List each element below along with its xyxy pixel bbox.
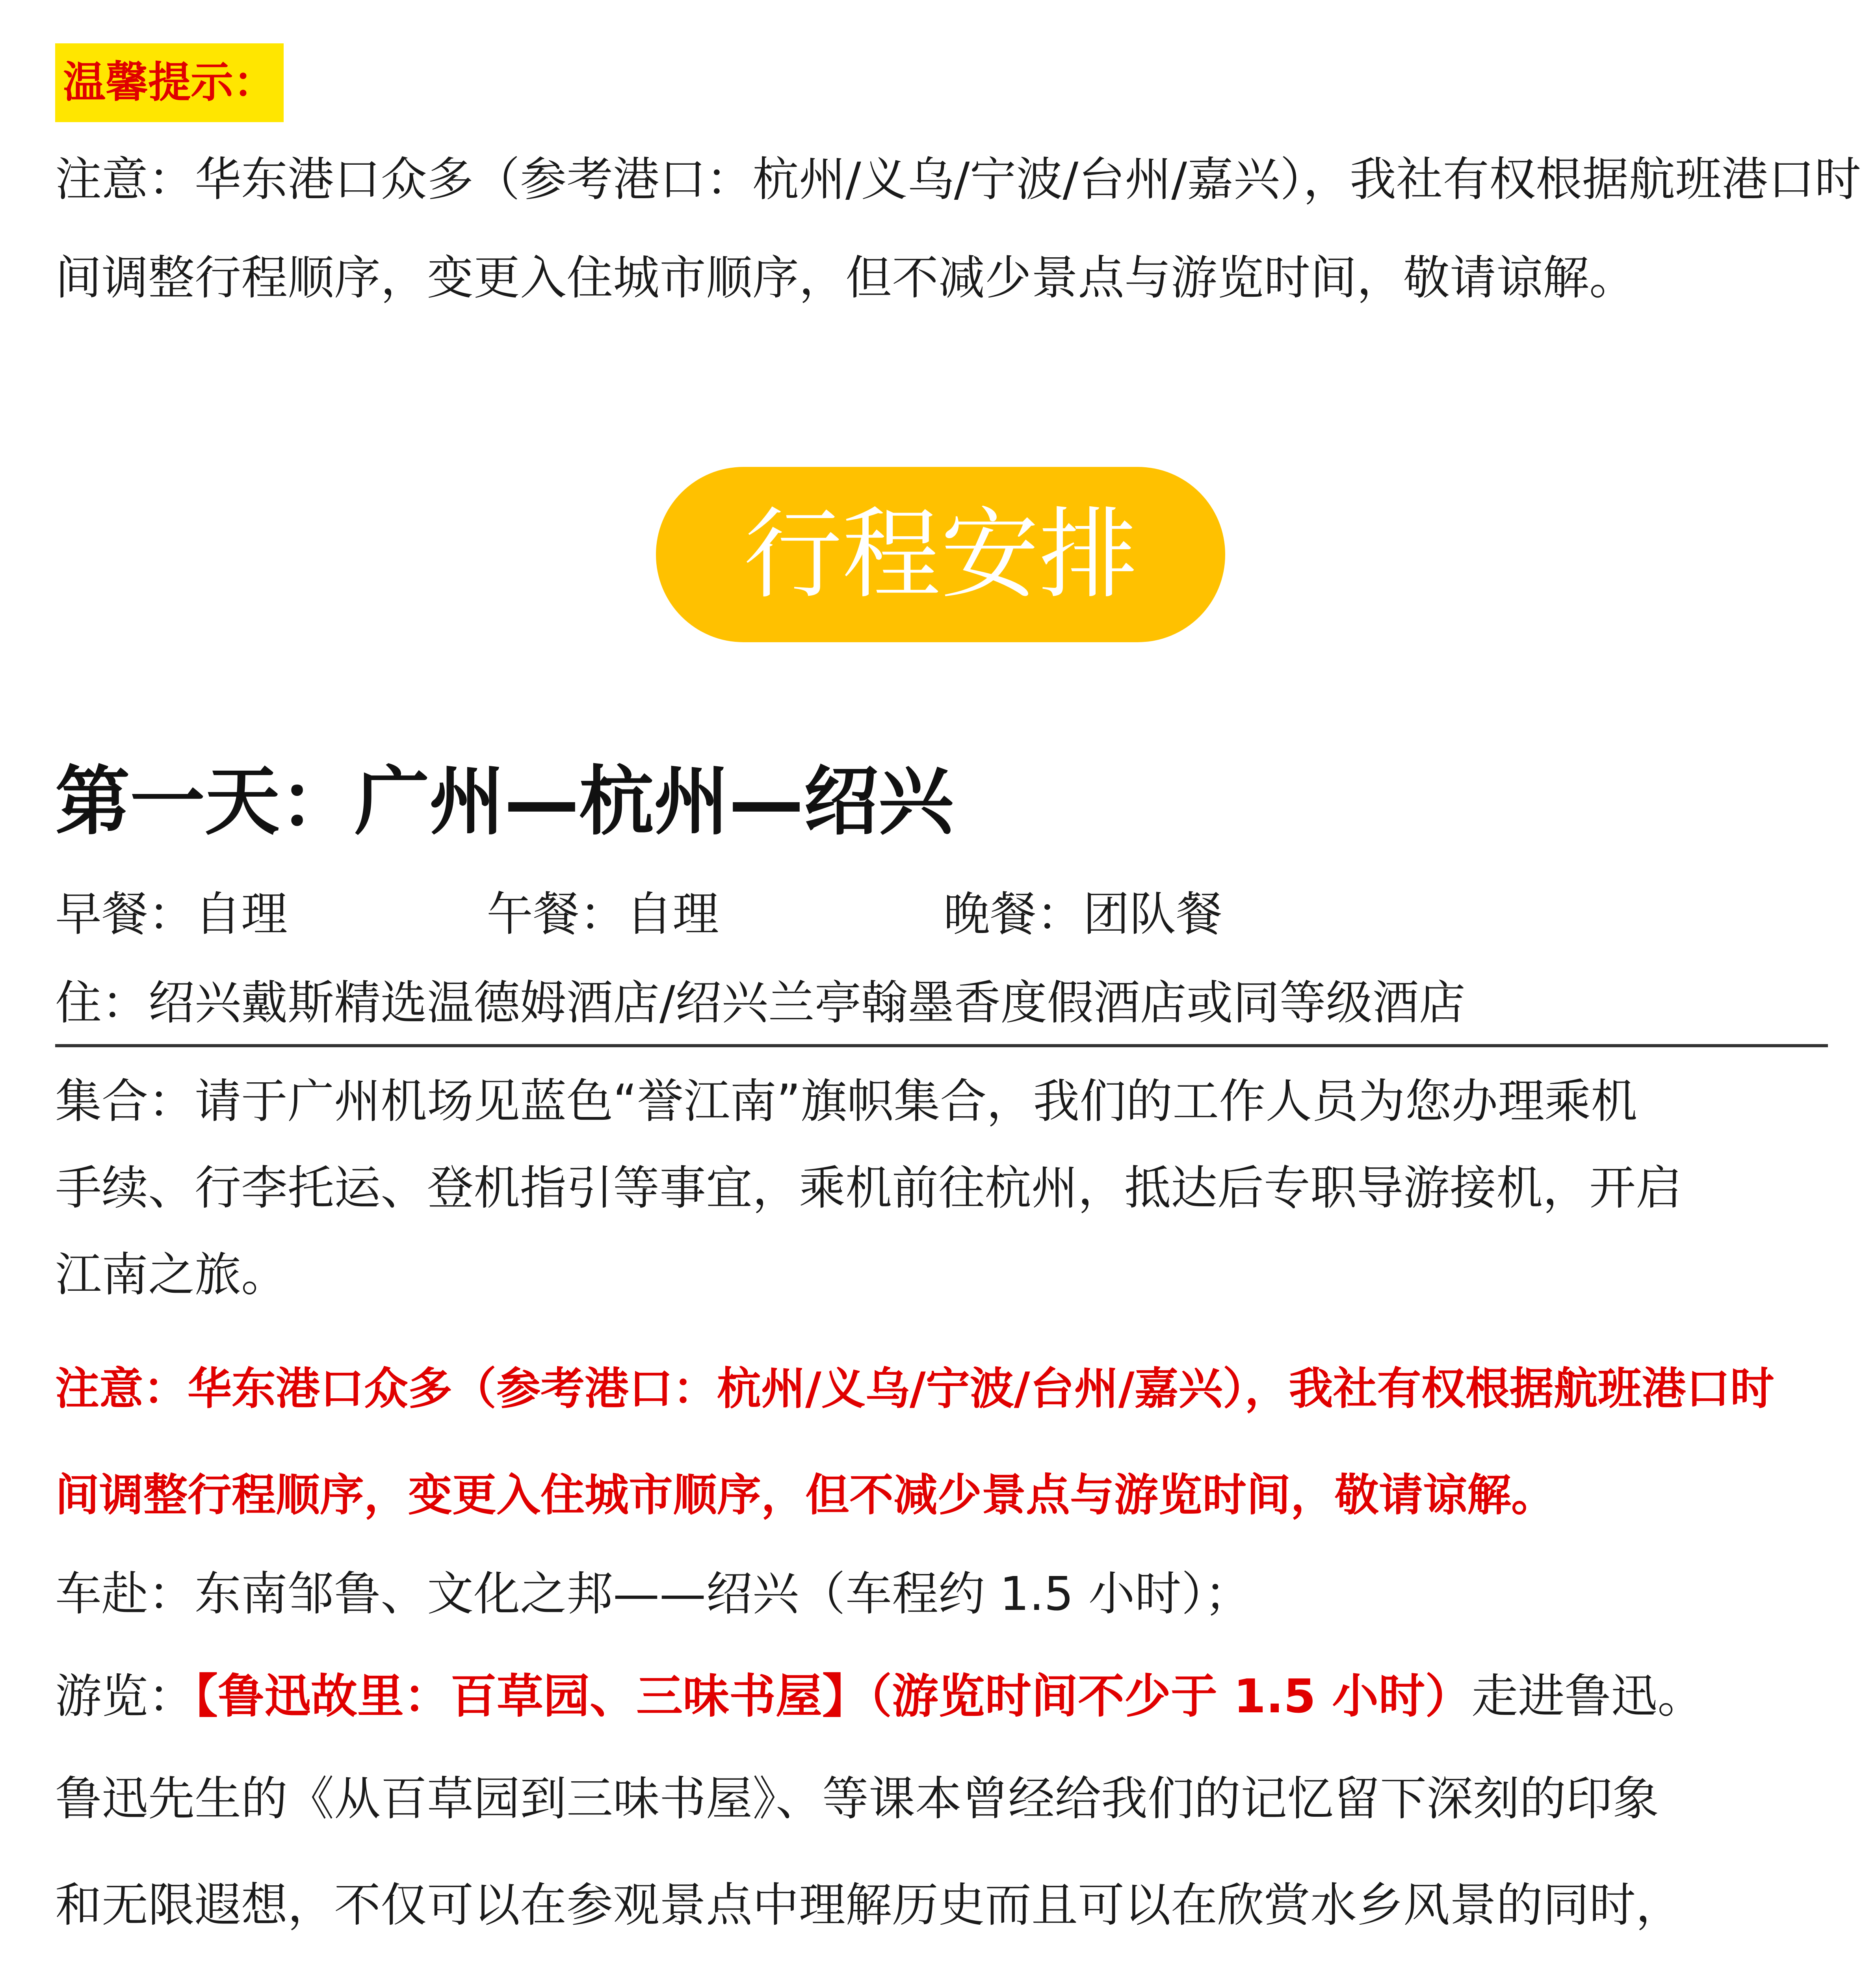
notice-line-1: 注意：华东港口众多（参考港口：杭州/义乌/宁波/台州/嘉兴），我社有权根据航班港口时 <box>55 1363 1774 1414</box>
description-line-1: 鲁迅先生的《从百草园到三味书屋》、等课本曾经给我们的记忆留下深刻的印象 <box>55 1771 1659 1826</box>
tour-line <box>55 1667 1704 1726</box>
notice-line-2: 间调整行程顺序，变更入住城市顺序，但不减少景点与游览时间，敬请谅解。 <box>55 1470 1555 1521</box>
tips-line-1: 注意：华东港口众多（参考港口：杭州/义乌/宁波/台州/嘉兴），我社有权根据航班港口时 <box>55 152 1861 206</box>
tour-suffix: 走进鲁迅。 <box>1471 1669 1704 1723</box>
assembly-line-1: 集合：请于广州机场见蓝色“誉江南”旗帜集合，我们的工作人员为您办理乘机 <box>55 1074 1638 1128</box>
tips-line-2: 间调整行程顺序，变更入住城市顺序，但不减少景点与游览时间，敬请谅解。 <box>55 251 1636 305</box>
tour-highlight: 【鲁迅故里：百草园、三味书屋】（游览时间不少于 1.5 小时） <box>195 1669 1472 1723</box>
hotel-line: 住：绍兴戴斯精选温德姆酒店/绍兴兰亭翰墨香度假酒店或同等级酒店 <box>55 976 1466 1030</box>
description-line-2: 和无限遐想，不仅可以在参观景点中理解历史而且可以在欣赏水乡风景的同时， <box>55 1878 1683 1932</box>
meal-dinner: 晚餐：团队餐 <box>944 887 1223 941</box>
assembly-line-3: 江南之旅。 <box>55 1247 288 1302</box>
day-title: 第一天：广州—杭州—绍兴 <box>55 758 954 845</box>
tips-label: 温馨提示： <box>55 43 284 122</box>
meal-breakfast: 早餐：自理 <box>55 887 288 941</box>
assembly-line-2: 手续、行李托运、登机指引等事宜，乘机前往杭州，抵达后专职导游接机，开启 <box>55 1161 1683 1215</box>
meal-lunch: 午餐：自理 <box>487 887 719 941</box>
transfer-line: 车赴：东南邹鲁、文化之邦——绍兴（车程约 1.5 小时）； <box>55 1567 1251 1621</box>
divider <box>55 1044 1828 1047</box>
tour-prefix: 游览： <box>55 1669 195 1723</box>
section-heading: 行程安排 <box>743 497 1138 612</box>
